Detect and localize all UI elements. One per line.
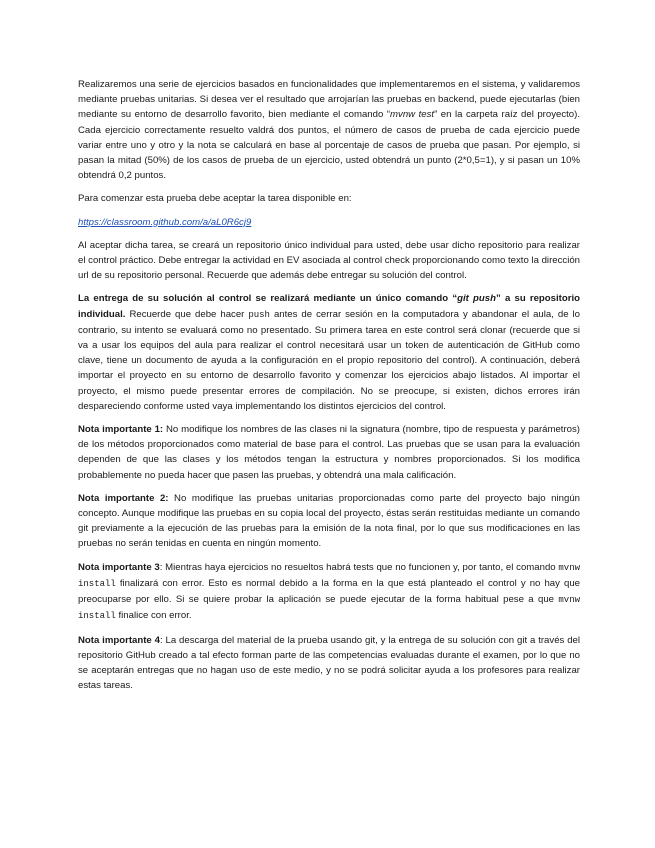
submission-text-1: Recuerde que debe hacer <box>125 308 249 320</box>
intro-command: mvnw test <box>390 109 435 121</box>
submission-text-2: antes de cerrar sesión en la computadora y abandonar el aula, de lo contrario, su intento se evaluará como no presentado. Su primera tarea en este control será clonar (recuerde que si va a usar los equipos del aula para realizar el control necesitará usar un token de autenticación de GitHub como clave, tiene un documento de ayuda a la configuración en el propio repositorio del control). A continuación, deberá importar el proyecto en su entorno de desarrollo favorito y comenzar los ejercicios abajo listados. Al importar el proyecto, el mismo puede presentar errores de compilación. No se preocupe, si existen, dichos errores irán despareciendo conforme usted vaya implementando los distintos ejercicios del control. <box>78 308 580 412</box>
note-3-text-1: : Mientras haya ejercicios no resueltos habrá tests que no funcionen y, por tanto, el comando <box>159 561 559 573</box>
repository-paragraph: Al aceptar dicha tarea, se creará un repositorio único individual para usted, debe usar dicho repositorio para realizar el control práctico. Debe entregar la actividad en EV asociada al control check proporcionando como texto la dirección url de su repositorio personal. Recuerde que además debe entregar su solución del control. <box>78 239 580 282</box>
intro-text-2: ” en la carpeta raíz del proyecto). Cada ejercicio correctamente resuelto valdrá dos puntos, el número de casos de prueba de cada ejercicio puede variar entre uno y otro y la nota se calculará en base al porcentaje de casos de prueba que pasan. Por ejemplo, si pasan la mitad (50%) de los casos de prueba de un ejercicio, usted obtendrá un punto (2*0,5=1), y si pasan un 10% obtendrá 0,2 puntos. <box>78 109 581 182</box>
document-page <box>78 77 580 701</box>
note-2-text: No modifique las pruebas unitarias proporcionadas como parte del proyecto bajo ningún concepto. Aunque modifique las pruebas en su copia local del proyecto, éstas serán restituidas mediante un comando git previamente a la ejecución de las pruebas para la emisión de la nota final, por lo que sus modificaciones en las pruebas no serán tenidas en cuenta en ningún momento. <box>78 492 580 550</box>
note-4-text: : La descarga del material de la prueba usando git, y la entrega de su solución con git a través del repositorio GitHub creado a tal efecto forman parte de las competencias evaluadas durante el examen, por lo que no se aceptarán entregas que no hagan uso de este medio, y no se podrá solicitar ayuda a los profesores para realizar estas tareas. <box>78 634 580 692</box>
note-2-label: Nota importante 2: <box>78 492 169 504</box>
git-push-command: git push <box>457 293 496 305</box>
mvnw-install-code-1: mvnw install <box>78 562 580 589</box>
submission-bold-text-2: ” a su repositorio individual. <box>78 293 580 320</box>
submission-paragraph <box>78 291 580 414</box>
mvnw-install-code-2: mvnw install <box>78 595 580 622</box>
note-1-text: No modifique los nombres de las clases ni la signatura (nombre, tipo de respuesta y parámetros) de los métodos proporcionados como material de base para el control. Las pruebas que se usan para la evaluación dependen de que las clases y los métodos tengan la estructura y nombres proporcionados. Si los modifica probablemente no pueda hacer que pasen las pruebas, y obtendrá una mala calificación. <box>78 424 580 481</box>
note-1-label: Nota importante 1: <box>78 424 164 436</box>
note-1-paragraph <box>78 422 580 483</box>
note-2-paragraph <box>78 491 580 552</box>
intro-paragraph <box>78 77 580 183</box>
note-3-text-3: finalice con error. <box>115 610 192 622</box>
intro-text-1: Realizaremos una serie de ejercicios basados en funcionalidades que implementaremos en el sistema, y validaremos mediante pruebas unitarias. Si desea ver el resultado que arrojarían las pruebas en backend, puede ejecutarlas (bien mediante su entorno de desarrollo favorito, bien mediante el comando “ <box>78 79 580 121</box>
assignment-paragraph: Para comenzar esta prueba debe aceptar la tarea disponible en: <box>78 193 352 205</box>
note-3-text-2: finalizará con error. Esto es normal debido a la forma en la que está planteado el control y no hay que preocuparse por ello. Si se quiere probar la aplicación se puede ejecutar de la forma habitual pese a que <box>78 577 580 606</box>
note-3-label: Nota importante 3 <box>78 561 160 573</box>
push-code: push <box>248 309 270 320</box>
note-4-label: Nota importante 4 <box>78 634 160 646</box>
note-4-paragraph <box>78 633 580 694</box>
submission-bold-text-1: La entrega de su solución al control se realizará mediante un único comando “ <box>78 293 458 305</box>
assignment-link-paragraph <box>78 215 580 230</box>
classroom-link[interactable]: https://classroom.github.com/a/aL0R6cj9 <box>78 216 252 228</box>
note-3-paragraph <box>78 560 580 625</box>
